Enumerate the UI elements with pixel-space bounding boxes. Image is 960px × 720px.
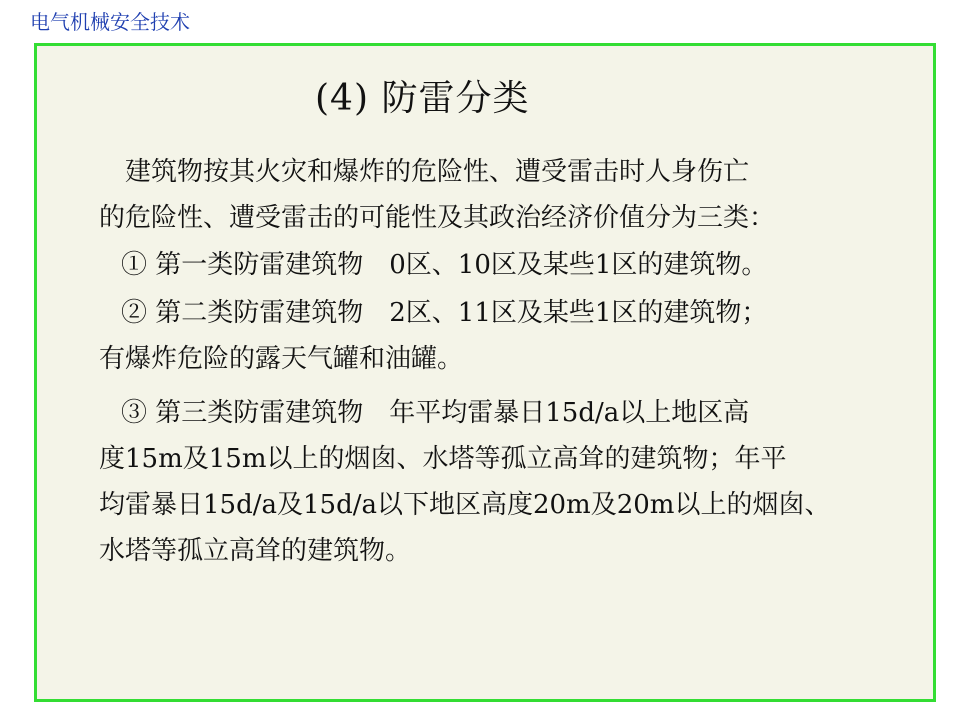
header-title: 电气机械安全技术 bbox=[30, 10, 190, 34]
class-3-line-2: 度15m及15m以上的烟囱、水塔等孤立高耸的建筑物；年平 bbox=[99, 444, 787, 474]
intro-line-2: 的危险性、遭受雷击的可能性及其政治经济价值分为三类： bbox=[99, 203, 776, 233]
slide-frame bbox=[34, 43, 936, 702]
class-2-line-2: 有爆炸危险的露天气罐和油罐。 bbox=[99, 344, 464, 374]
slide-heading: (4) 防雷分类 bbox=[315, 78, 530, 119]
class-3-line-3: 均雷暴日15d/a及15d/a以下地区高度20m及20m以上的烟囱、 bbox=[99, 490, 831, 520]
class-3-line-4: 水塔等孤立高耸的建筑物。 bbox=[99, 536, 412, 566]
class-1-line: ① 第一类防雷建筑物 0区、10区及某些1区的建筑物。 bbox=[121, 250, 768, 280]
class-3-line-1: ③ 第三类防雷建筑物 年平均雷暴日15d/a以上地区高 bbox=[121, 398, 750, 428]
intro-line-1: 建筑物按其火灾和爆炸的危险性、遭受雷击时人身伤亡 bbox=[125, 157, 750, 187]
class-2-line-1: ② 第二类防雷建筑物 2区、11区及某些1区的建筑物； bbox=[121, 298, 768, 328]
